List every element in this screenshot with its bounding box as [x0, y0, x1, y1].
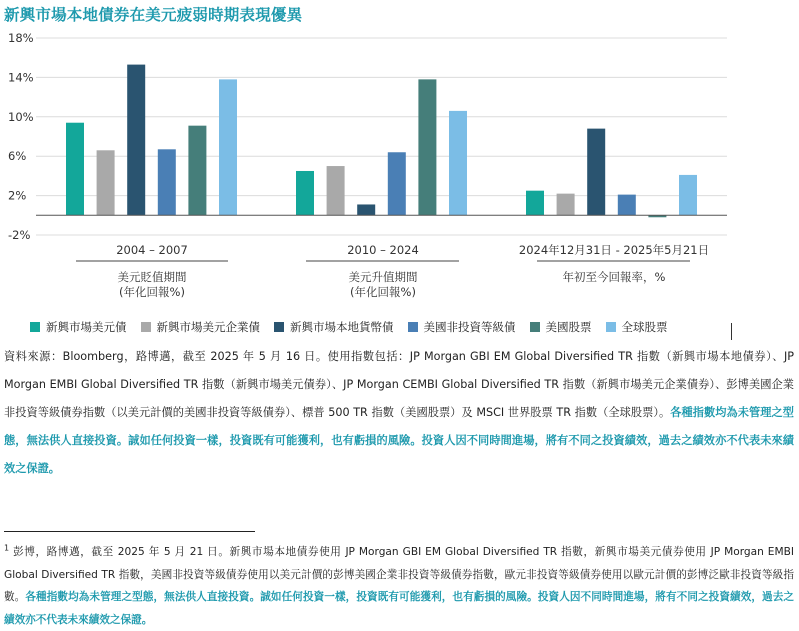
- text-cursor: [731, 323, 732, 340]
- legend-swatch: [606, 322, 616, 332]
- legend-label: 新興市場美元企業債: [156, 320, 260, 334]
- legend-swatch: [530, 322, 540, 332]
- legend-swatch: [274, 322, 284, 332]
- legend-swatch: [141, 322, 151, 332]
- bar: [418, 79, 436, 215]
- category-sublabel: (年化回報%): [350, 285, 416, 299]
- footnote-marker: 1: [4, 543, 10, 553]
- legend-item: [408, 319, 516, 335]
- bar: [327, 166, 345, 215]
- category-label: 2024年12月31日 - 2025年5月21日: [518, 243, 710, 257]
- category-label: 2010 – 2024: [347, 243, 419, 257]
- legend-swatch: [30, 322, 40, 332]
- footnote-disclaimer: 各種指數均為未管理之型態，無法供人直接投資。誠如任何投資一樣，投資既有可能獲利，也有虧損的風險。投資人因不同時間進場，將有不同之投資績效，過去之績效亦不代表未來績效之保證。: [4, 591, 794, 626]
- legend-swatch: [408, 322, 418, 332]
- legend-label: 新興市場本地貨幣債: [290, 320, 394, 334]
- y-tick-label: 10%: [8, 109, 34, 124]
- category-sublabel: 美元貶值期間: [117, 270, 187, 284]
- bar: [357, 204, 375, 215]
- legend-item: [530, 319, 592, 335]
- legend-label: 全球股票: [621, 320, 668, 334]
- y-tick-label: 6%: [8, 149, 27, 164]
- category-sublabel: (年化回報%): [119, 285, 185, 299]
- bar: [618, 195, 636, 216]
- disclaimer-text: 各種指數均為未管理之型態，無法供人直接投資。誠如任何投資一樣，投資既有可能獲利，也有虧損的風險。投資人因不同時間進場，將有不同之投資績效，過去之績效亦不代表未來績效之保證。: [4, 406, 794, 475]
- bar-chart: [0, 0, 799, 312]
- bar: [296, 171, 314, 215]
- bar: [158, 149, 176, 215]
- legend-item: [141, 319, 261, 335]
- bar: [679, 175, 697, 215]
- category-sublabel: 美元升值期間: [348, 270, 418, 284]
- legend: [30, 319, 682, 335]
- footnote-text: 彭博，路博邁，截至 2025 年 5 月 21 日。新興市場本地債券使用 JP Morgan GBI EM Global Diversified TR 指數，新興市場美元債券使用 JP Morgan EMBI Global Diversified TR 指數，美國非投資等級債券使用以美元計價的彭博美國企業非投資等級債券指數，歐元非投資等級債券使用以歐元計價的彭博泛歐非投資等級指數。: [4, 546, 794, 603]
- y-tick-label: -2%: [8, 228, 31, 242]
- y-tick-label: 18%: [8, 31, 34, 45]
- category-label: 2004 – 2007: [116, 243, 188, 257]
- bar: [219, 79, 237, 215]
- chart-title: 新興市場本地債券在美元疲弱時期表現優異: [4, 6, 303, 24]
- bar: [557, 194, 575, 216]
- legend-label: 美國非投資等級債: [423, 320, 516, 334]
- source-note: [4, 343, 794, 483]
- y-tick-label: 2%: [8, 188, 27, 203]
- bar: [66, 123, 84, 216]
- y-tick-label: 14%: [8, 70, 34, 85]
- legend-label: 美國股票: [545, 320, 592, 334]
- footnote: [4, 541, 794, 631]
- bar: [127, 65, 145, 216]
- legend-item: [274, 319, 394, 335]
- bars: [66, 65, 697, 218]
- axes: [8, 31, 727, 299]
- bar: [587, 129, 605, 216]
- bar: [388, 152, 406, 215]
- bar: [188, 126, 206, 216]
- bar: [526, 191, 544, 216]
- bar: [97, 150, 115, 215]
- footnote-divider: [4, 531, 255, 532]
- legend-label: 新興市場美元債: [46, 320, 127, 334]
- category-sublabel: 年初至今回報率，%: [562, 270, 666, 284]
- source-text: 資料來源：Bloomberg，路博邁，截至 2025 年 5 月 16 日。使用指數包括：JP Morgan GBI EM Global Diversified TR 指數（新興市場本地債券）、JP Morgan EMBI Global Diversified TR 指數（新興市場美元債券）、JP Morgan CEMBI Global Diversified TR 指數（新興市場美元企業債券）、彭博美國企業非投資等級債券指數（以美元計價的美國非投資等級債券）、標普 500 TR 指數（美國股票）及 MSCI 世界股票 TR 指數（全球股票）。: [4, 350, 794, 419]
- legend-item: [606, 319, 668, 335]
- legend-item: [30, 319, 127, 335]
- bar: [449, 111, 467, 215]
